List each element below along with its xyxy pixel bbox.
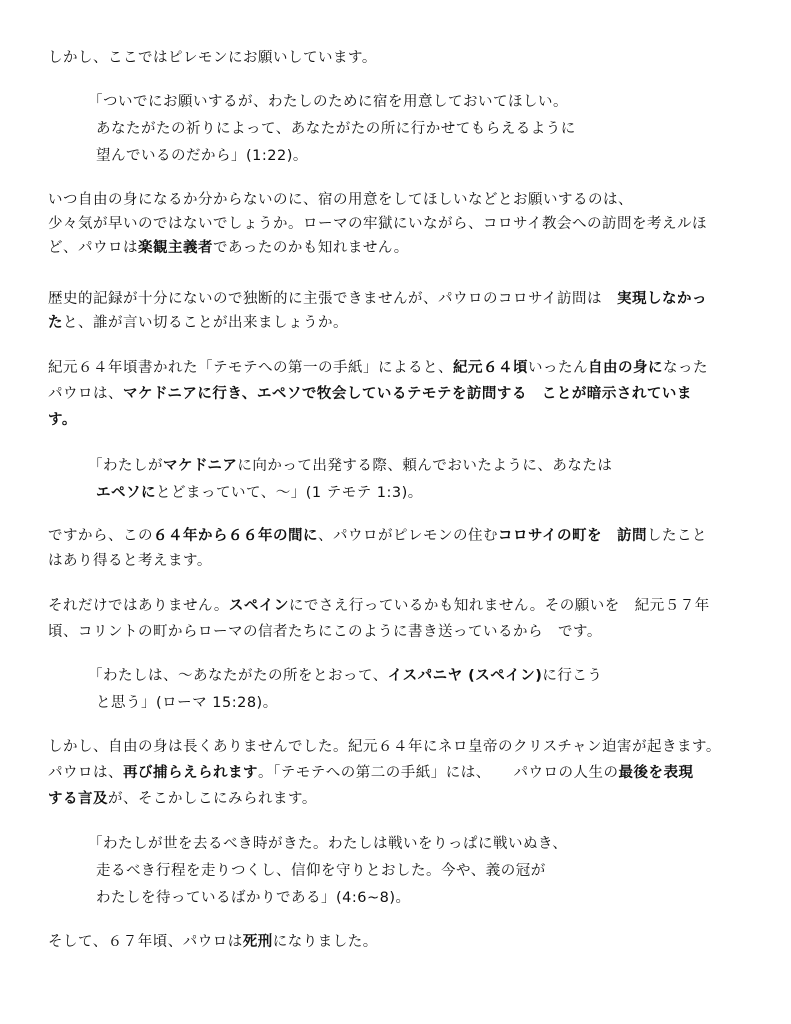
text: 、パウロがピレモンの住む	[318, 528, 498, 544]
paragraph-3-line-2	[48, 313, 348, 333]
text: 「わたしが世を去るべき時がきた。わたしは戦いをりっぱに戦いぬき、	[88, 836, 568, 852]
text: パウロは、	[48, 765, 123, 781]
text: が、そこかしこにみられます。	[108, 791, 317, 807]
text: あなたがたの祈りによって、あなたがたの所に行かせてもらえるように	[96, 121, 576, 137]
text: ですから、この	[48, 528, 153, 544]
text: 走るべき行程を走りつくし、信仰を守りとおした。今や、義の冠が	[96, 863, 546, 879]
paragraph-5-line-1	[48, 526, 707, 546]
text: 歴史的記録が十分にないので独断的に主張できませんが、パウロのコロサイ訪問は	[48, 291, 617, 307]
bold-text: 言及	[78, 791, 108, 807]
quote-3-line-1	[88, 666, 602, 686]
quote-4-line-1	[88, 834, 567, 854]
paragraph-8	[48, 932, 378, 952]
quote-3-line-2	[96, 693, 278, 713]
bold-text: 最後を表現	[618, 765, 694, 781]
bold-text: コロサイの町を 訪問	[498, 528, 647, 544]
text: に向かって出発する際、頼んでおいたように、あなたは	[237, 458, 613, 474]
bold-text: スペイン	[228, 598, 289, 614]
text: と思う」(ローマ 15:28)。	[96, 695, 278, 711]
bold-text: た	[48, 315, 63, 331]
paragraph-7-line-3	[48, 789, 317, 809]
quote-4-line-2	[96, 861, 546, 881]
text: 頃、コリントの町からローマの信者たちにこのように書き送っているから です。	[48, 624, 602, 640]
text: に行こう	[542, 668, 603, 684]
text: であったのかも知れません。	[213, 240, 409, 256]
bold-text: する	[48, 791, 78, 807]
text: いったん	[528, 360, 588, 376]
bold-text: 楽観主義者	[138, 240, 213, 256]
bold-text: 紀元６４頃	[453, 360, 528, 376]
bold-text: 死刑	[242, 934, 273, 950]
bold-text: ６４年から６６年の間に	[153, 528, 318, 544]
bold-text: イスパニヤ (スペイン)	[387, 668, 543, 684]
bold-text: 自由の身に	[588, 360, 663, 376]
paragraph-6-line-1	[48, 596, 710, 616]
bold-text: す。	[48, 412, 77, 428]
bold-text: 実現しなかっ	[616, 291, 707, 307]
paragraph-2-line-3	[48, 238, 409, 258]
text: 「わたしが	[88, 458, 163, 474]
paragraph-4-line-1	[48, 358, 708, 378]
paragraph-2-line-2	[48, 214, 707, 234]
text: はあり得ると考えます。	[48, 553, 212, 569]
paragraph-7-line-1	[48, 737, 721, 757]
quote-1-line-1	[88, 92, 568, 112]
text: ど、パウロは	[48, 240, 138, 256]
paragraph-5-line-2	[48, 551, 212, 571]
text: なった	[663, 360, 708, 376]
paragraph-6-line-2	[48, 622, 602, 642]
paragraph-3-line-1	[48, 289, 707, 309]
text: 「わたしは、〜あなたがたの所をとおって、	[88, 668, 388, 684]
text: 「ついでにお願いするが、わたしのために宿を用意しておいてほしい。	[88, 94, 568, 110]
paragraph-1	[48, 48, 377, 68]
text: にでさえ行っているかも知れません。その願いを 紀元５７年	[288, 598, 710, 614]
text: しかし、ここではピレモンにお願いしています。	[48, 50, 377, 66]
text: いつ自由の身になるか分からないのに、宿の用意をしてほしいなどとお願いするのは、	[48, 192, 633, 208]
paragraph-7-line-2	[48, 763, 694, 783]
text: しかし、自由の身は長くありませんでした。紀元６４年にネロ皇帝のクリスチャン迫害が起きます。	[48, 739, 721, 755]
quote-4-line-3	[96, 888, 411, 908]
text: と、誰が言い切ることが出来ましょうか。	[63, 315, 348, 331]
text: 望んでいるのだから」(1:22)。	[96, 148, 308, 164]
bold-text: マケドニア	[163, 458, 238, 474]
bold-text: エペソに	[96, 485, 156, 501]
paragraph-4-line-2	[48, 384, 692, 404]
text: になりました。	[272, 934, 378, 950]
text: それだけではありません。	[48, 598, 229, 614]
bold-text: 再び捕らえられます	[123, 765, 258, 781]
paragraph-4-line-3	[48, 410, 77, 430]
quote-2-line-2	[96, 483, 423, 503]
text: そして、６７年頃、パウロは	[48, 934, 243, 950]
text: 紀元６４年頃書かれた「テモテへの第一の手紙」によると、	[48, 360, 453, 376]
text: 。「テモテへの第二の手紙」には、 パウロの人生の	[258, 765, 619, 781]
text: とどまっていて、〜」(1 テモテ 1:3)。	[156, 485, 423, 501]
text: わたしを待っているばかりである」(4:6~8)。	[96, 890, 411, 906]
text: パウロは、	[48, 386, 123, 402]
text: 少々気が早いのではないでしょうか。ローマの牢獄にいながら、コロサイ教会への訪問を考えルほ	[48, 216, 707, 232]
paragraph-2-line-1	[48, 190, 633, 210]
bold-text: マケドニアに行き、エペソで牧会しているテモテを訪問する ことが暗示されていま	[123, 386, 692, 402]
quote-2-line-1	[88, 456, 612, 476]
quote-1-line-3	[96, 146, 308, 166]
text: したこと	[646, 528, 707, 544]
quote-1-line-2	[96, 119, 576, 139]
